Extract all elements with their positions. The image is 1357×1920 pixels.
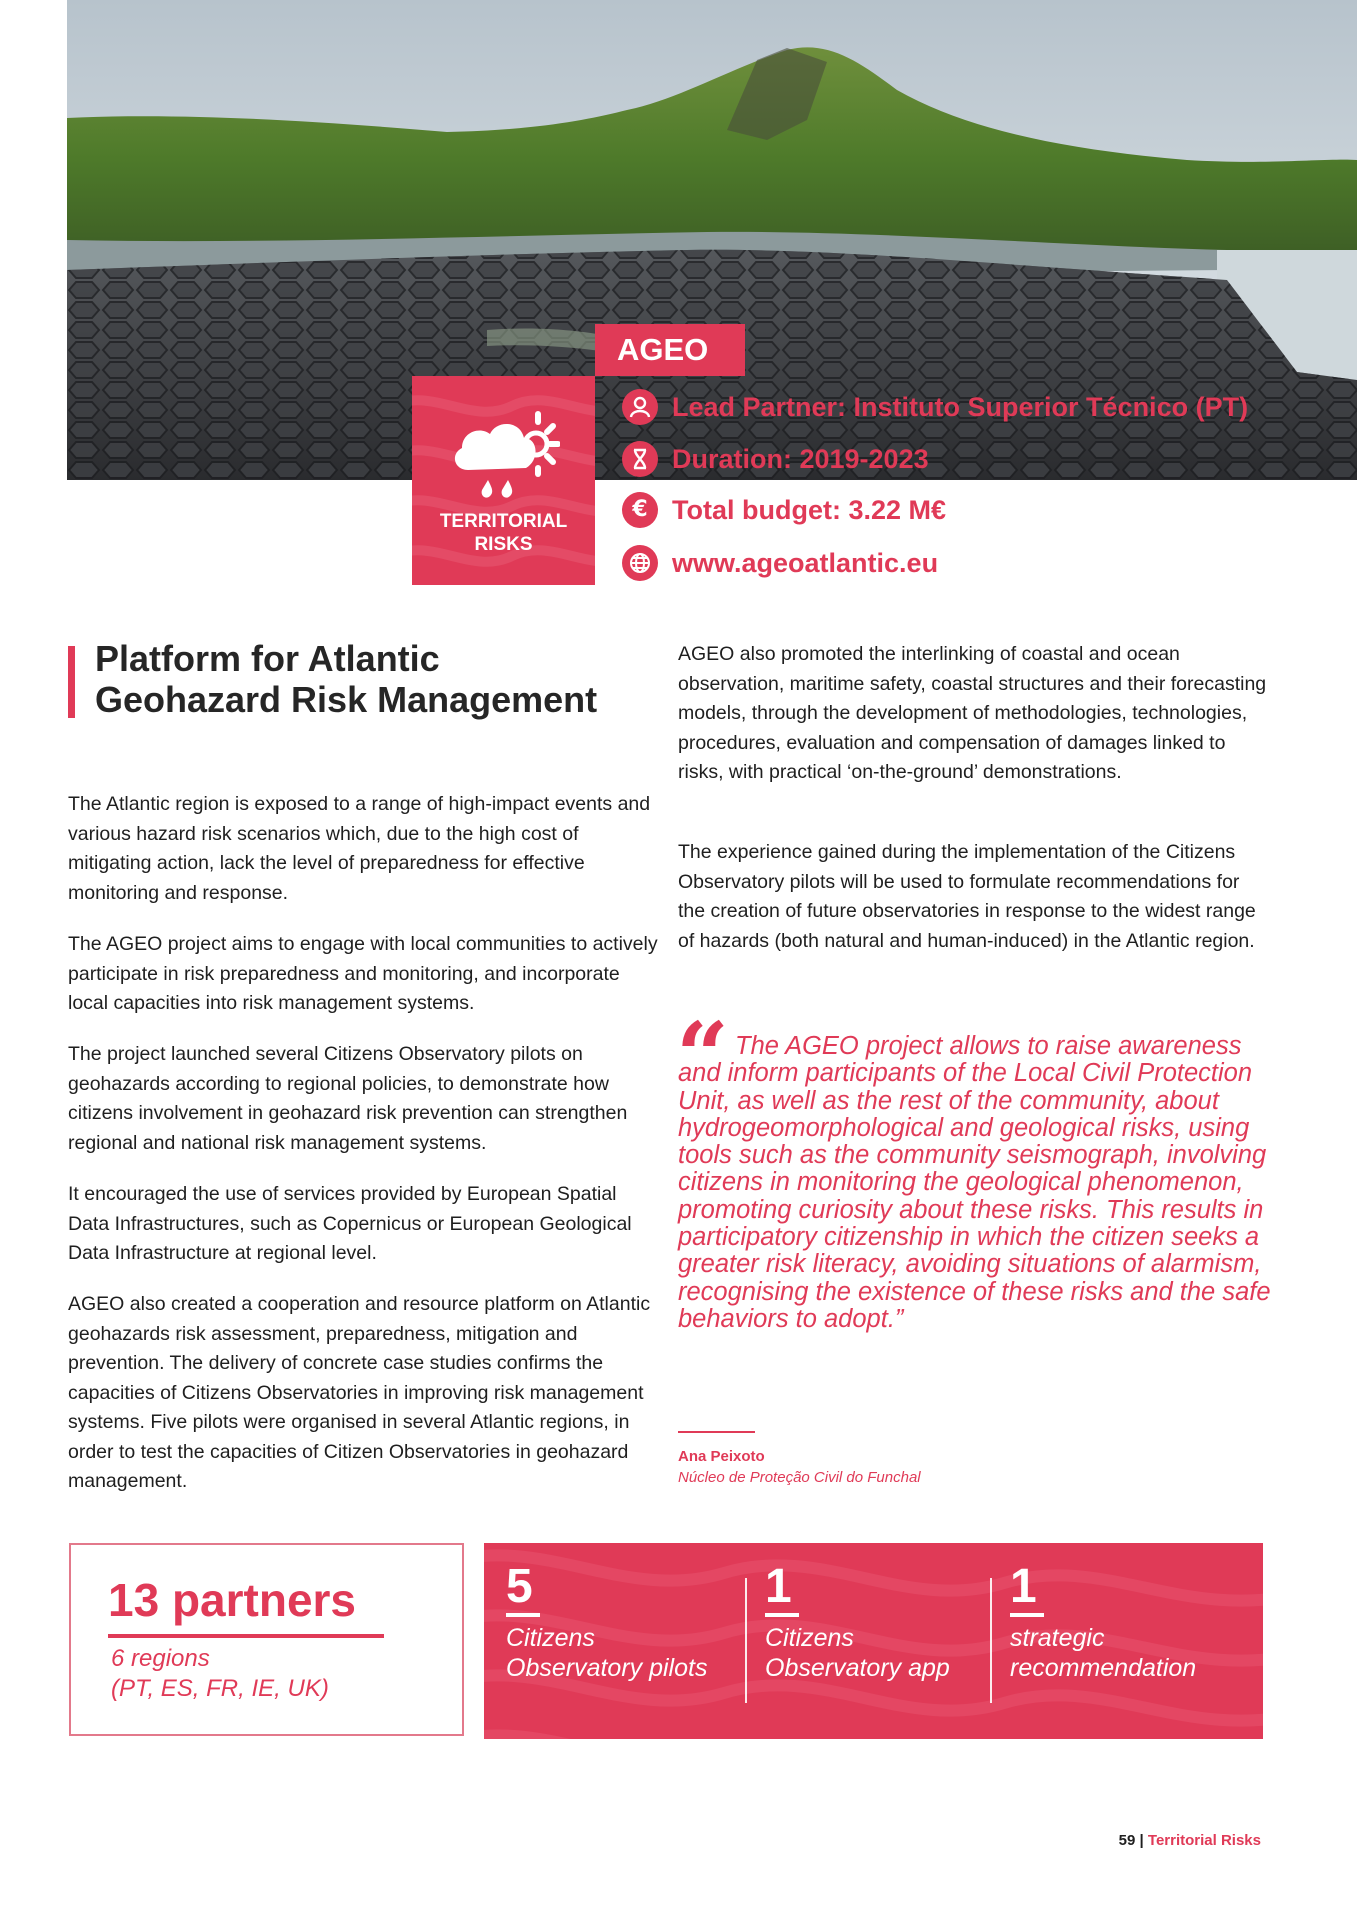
person-icon bbox=[622, 389, 658, 425]
page-footer bbox=[1119, 1832, 1261, 1849]
budget-row bbox=[622, 490, 946, 530]
stat-recommendation-value: 1 bbox=[1010, 1560, 1037, 1613]
stat-app-label-2: Observatory app bbox=[765, 1654, 950, 1682]
left-paragraph-3: The project launched several Citizens Observatory pilots on geohazards according to regional policies, to demonstrate how citizens involvement in geohazard risk prevention can strengthen regional and national risk management systems. bbox=[68, 1043, 628, 1154]
stat-app bbox=[765, 1561, 950, 1683]
cloud-sun-rain-icon bbox=[450, 408, 560, 508]
stat-app-label-1: Citizens bbox=[765, 1624, 854, 1652]
stat-app-underline bbox=[765, 1613, 799, 1617]
quote-mark-icon: “ bbox=[676, 1002, 729, 1110]
footer-section: Territorial Risks bbox=[1147, 1832, 1261, 1849]
website-link[interactable]: www.ageoatlantic.eu bbox=[672, 547, 939, 578]
title-accent-bar bbox=[68, 646, 75, 718]
footer-separator: | bbox=[1139, 1832, 1144, 1849]
stats-box bbox=[484, 1543, 1263, 1739]
left-paragraph-1: The Atlantic region is exposed to a range of high-impact events and various hazard risk scenarios which, due to the high cost of mitigating action, lack the level of preparedness for effective monitoring and response. bbox=[68, 793, 651, 904]
partners-regions bbox=[111, 1644, 329, 1704]
regions-count: 6 regions bbox=[111, 1645, 210, 1672]
lead-partner-text: Lead Partner: Instituto Superior Técnico (PT) bbox=[672, 391, 1249, 422]
stat-pilots-label-1: Citizens bbox=[506, 1624, 595, 1652]
stat-recommendation-label-1: strategic bbox=[1010, 1624, 1105, 1652]
left-paragraph-4: It encouraged the use of services provided by European Spatial Data Infrastructures, such as Copernicus or European Geological Data Infrastructure at regional level. bbox=[68, 1183, 632, 1264]
partners-underline bbox=[108, 1634, 384, 1638]
stat-pilots-underline bbox=[506, 1613, 540, 1617]
quote-divider bbox=[678, 1431, 755, 1433]
partners-count: 13 partners bbox=[108, 1574, 357, 1626]
quote-organisation: Núcleo de Proteção Civil do Funchal bbox=[678, 1469, 921, 1486]
stat-pilots-label-2: Observatory pilots bbox=[506, 1654, 708, 1682]
left-paragraph-2: The AGEO project aims to engage with local communities to actively participate in risk preparedness and monitoring, and incorporate local capacities into risk management systems. bbox=[68, 933, 658, 1014]
stat-app-value: 1 bbox=[765, 1560, 792, 1613]
regions-countries: (PT, ES, FR, IE, UK) bbox=[111, 1675, 329, 1702]
stat-recommendation bbox=[1010, 1561, 1196, 1683]
website-row[interactable] bbox=[622, 543, 938, 583]
badge-label-line1: TERRITORIAL bbox=[439, 511, 568, 532]
right-paragraph-1: AGEO also promoted the interlinking of coastal and ocean observation, maritime safety, coastal structures and their forecasting models, through the development of methodologies, technologies, procedures, evaluation and compensation of damages linked to risks, with practical ‘on-the-ground’ demonstrations. bbox=[678, 643, 1267, 783]
project-acronym: AGEO bbox=[595, 324, 745, 376]
duration-text: Duration: 2019-2023 bbox=[672, 443, 929, 474]
globe-icon bbox=[622, 545, 658, 581]
pull-quote: The AGEO project allows to raise awareness and inform participants of the Local Civil Protection Unit, as well as the rest of the community, about hydrogeomorphological and geological risks, using tools such as the community seismograph, involving citizens in monitoring the geological phenomenon, promoting curiosity about these risks. This results in participatory citizenship in which the citizen seeks a greater risk literacy, avoiding situations of alarmism, recognising the existence of these risks and the safe behaviors to adopt.” bbox=[678, 1032, 1271, 1333]
budget-text: Total budget: 3.22 M€ bbox=[672, 494, 947, 525]
lead-partner-row bbox=[622, 387, 1248, 427]
stat-recommendation-underline bbox=[1010, 1613, 1044, 1617]
stat-divider-1 bbox=[745, 1578, 747, 1703]
article-title: Platform for Atlantic Geohazard Risk Management bbox=[95, 638, 598, 720]
left-paragraph-5: AGEO also created a cooperation and resource platform on Atlantic geohazards risk assessment, preparedness, mitigation and prevention. The delivery of concrete case studies confirms the capacities of Citizens Observatories in improving risk management systems. Five pilots were organised in several Atlantic regions, in order to test the capacities of Citizen Observatories in geohazard management. bbox=[68, 1293, 651, 1492]
right-paragraph-2: The experience gained during the implementation of the Citizens Observatory pilots will be used to formulate recommendations for the creation of future observatories in response to the widest range of hazards (both natural and human-induced) in the Atlantic region. bbox=[678, 841, 1256, 952]
stat-recommendation-label-2: recommendation bbox=[1010, 1654, 1197, 1682]
duration-row bbox=[622, 439, 929, 479]
hourglass-icon bbox=[622, 441, 658, 477]
stat-pilots-value: 5 bbox=[506, 1560, 533, 1613]
stat-divider-2 bbox=[990, 1578, 992, 1703]
quote-author: Ana Peixoto bbox=[678, 1448, 765, 1465]
euro-icon: € bbox=[622, 492, 658, 528]
partners-box bbox=[69, 1543, 464, 1736]
territorial-risks-badge bbox=[412, 376, 595, 585]
badge-label-line2: RISKS bbox=[474, 534, 533, 555]
stat-pilots bbox=[506, 1561, 707, 1683]
page-number: 59 bbox=[1118, 1832, 1136, 1849]
